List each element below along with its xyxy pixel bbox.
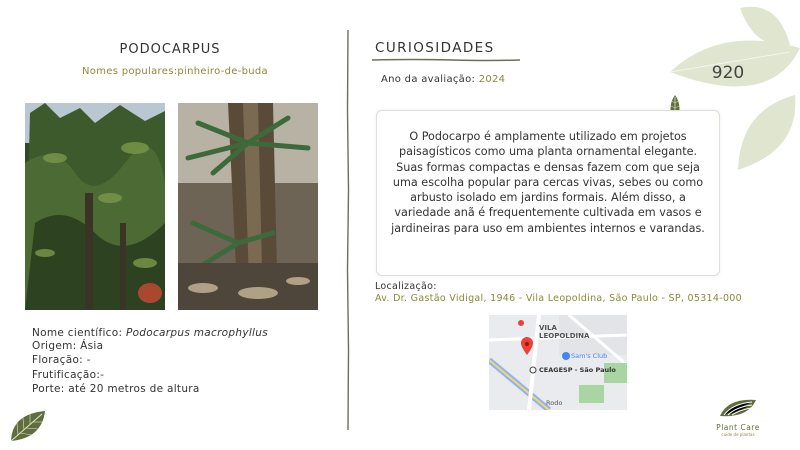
curiosity-text: O Podocarpo é amplamente utilizado em projetos paisagísticos como uma planta ornamental elegante. Suas formas compactas e densas fazem com que seja uma escolha popular para cercas vivas, sebes ou como arbusto isolado em jardins formais. Além disso, a variedade anã é frequentemente cultivada em vasos e jardineiras para uso em ambientes internos e varandas. (391, 130, 705, 235)
size: Porte: até 20 metros de altura (32, 383, 200, 395)
flowering: Floração: - (32, 354, 91, 366)
scientific-label: Nome científico: (32, 327, 123, 339)
year-value: 2024 (478, 74, 506, 85)
map-district: VILA LEOPOLDINA (539, 324, 590, 340)
scientific-name: Podocarpus macrophyllus (125, 327, 269, 339)
plant-photo-tree (25, 103, 165, 310)
logo-tagline: cuide de plantas (721, 432, 755, 437)
year-row (381, 74, 505, 85)
year-label: Ano da avaliação: (381, 74, 476, 85)
map-road: Rodo (546, 399, 563, 407)
plant-care-logo (708, 396, 768, 437)
location-map[interactable] (489, 315, 627, 410)
logo-icon (718, 396, 758, 418)
map-club: Sam's Club (571, 352, 608, 360)
title-underline (372, 58, 520, 62)
location-label: Localização: (375, 281, 437, 292)
logo-name: Plant Care (716, 423, 760, 432)
plant-title: PODOCARPUS (119, 42, 221, 57)
badge-number: 920 (711, 63, 745, 83)
fruiting: Frutificação:- (32, 368, 105, 381)
divider-line (345, 30, 351, 430)
plant-photo-trunk (178, 103, 318, 310)
origin: Origem: Ásia (32, 339, 104, 352)
map-place: CEAGESP - São Paulo (539, 366, 616, 374)
leaf-icon (8, 408, 48, 444)
curiosity-card (376, 110, 720, 276)
curiosities-title: CURIOSIDADES (375, 40, 495, 56)
scientific-name-row (32, 327, 268, 340)
plant-info (32, 327, 268, 396)
popular-names: Nomes populares:pinheiro-de-buda (82, 66, 268, 77)
address-link[interactable]: Av. Dr. Gastão Vidigal, 1946 - Vila Leopoldina, São Paulo - SP, 05314-000 (375, 293, 742, 304)
